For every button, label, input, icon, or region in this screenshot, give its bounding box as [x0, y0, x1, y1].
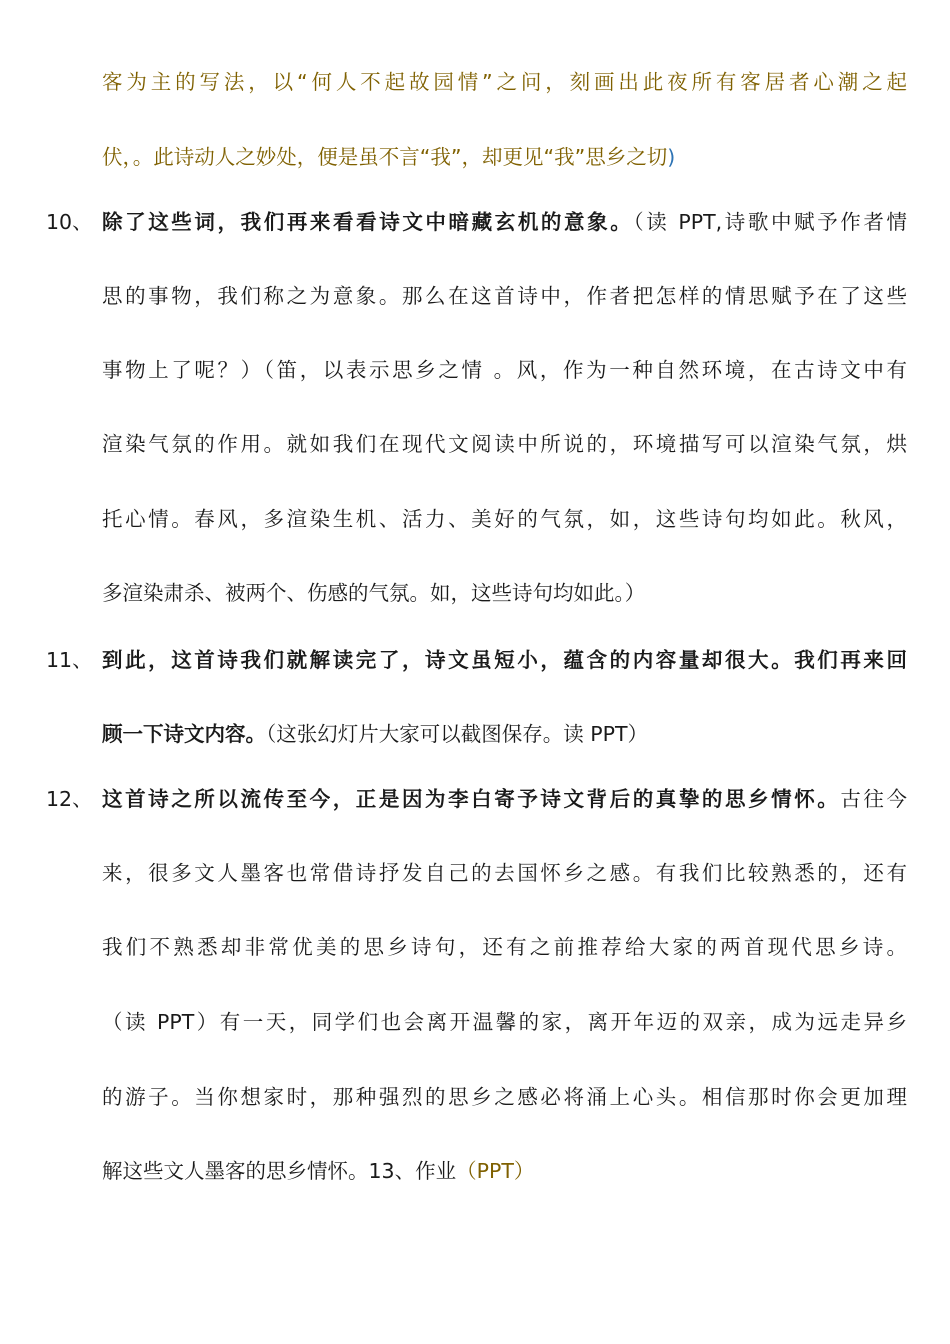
paragraph-line: 到此，这首诗我们就解读完了，诗文虽短小，蕴含的内容量却很大。我们再来回 — [102, 648, 907, 672]
item-number: 10、 — [46, 210, 93, 234]
paragraph-line — [102, 1156, 907, 1186]
paragraph-line: 的游子。当你想家时，那种强烈的思乡之感必将涌上心头。相信那时你会更加理 — [102, 1085, 907, 1109]
paragraph-line — [102, 207, 907, 237]
paragraph-line — [102, 719, 907, 749]
plain-text: （读 PPT,诗歌中赋予作者情 — [633, 210, 908, 234]
paragraph-line: 来，很多文人墨客也常借诗抒发自己的去国怀乡之感。有我们比较熟悉的，还有 — [102, 861, 907, 885]
item-number: 12、 — [46, 787, 93, 811]
paragraph-line: 思的事物，我们称之为意象。那么在这首诗中，作者把怎样的情思赋予在了这些 — [102, 284, 907, 308]
paragraph-line: （读 PPT）有一天，同学们也会离开温馨的家，离开年迈的双亲，成为远走异乡 — [102, 1010, 907, 1034]
intro-line-2-close: ) — [667, 145, 676, 169]
intro-line-2 — [102, 142, 907, 172]
plain-text: 古往今 — [840, 787, 908, 811]
ppt-note: （PPT） — [456, 1159, 535, 1183]
plain-text: （这张幻灯片大家可以截图保存。读 PPT） — [266, 722, 649, 746]
bold-text: 除了这些词，我们再来看看诗文中暗藏玄机的意象。 — [102, 210, 634, 234]
item-number: 11、 — [46, 648, 93, 672]
paragraph-line: 事物上了呢？）（笛，以表示思乡之情 。风，作为一种自然环境，在古诗文中有 — [102, 358, 907, 382]
paragraph-line — [102, 784, 907, 814]
bold-text: 顾一下诗文内容。 — [102, 722, 266, 746]
intro-line-1: 客为主的写法，以“何人不起故园情”之问，刻画出此夜所有客居者心潮之起 — [102, 70, 907, 94]
bold-text: 这首诗之所以流传至今，正是因为李白寄予诗文背后的真挚的思乡情怀。 — [102, 787, 841, 811]
paragraph-line: 多渲染肃杀、被两个、伤感的气氛。如，这些诗句均如此。） — [102, 581, 646, 605]
paragraph-line: 我们不熟悉却非常优美的思乡诗句，还有之前推荐给大家的两首现代思乡诗。 — [102, 935, 907, 959]
paragraph-line: 渲染气氛的作用。就如我们在现代文阅读中所说的，环境描写可以渲染气氛，烘 — [102, 432, 907, 456]
plain-text: 解这些文人墨客的思乡情怀。13、作业 — [102, 1159, 457, 1183]
paragraph-line: 托心情。春风，多渲染生机、活力、美好的气氛，如，这些诗句均如此。秋风， — [102, 507, 907, 531]
intro-line-2-text: 伏，。此诗动人之妙处，便是虽不言“我”，却更见“我”思乡之切 — [102, 145, 668, 169]
